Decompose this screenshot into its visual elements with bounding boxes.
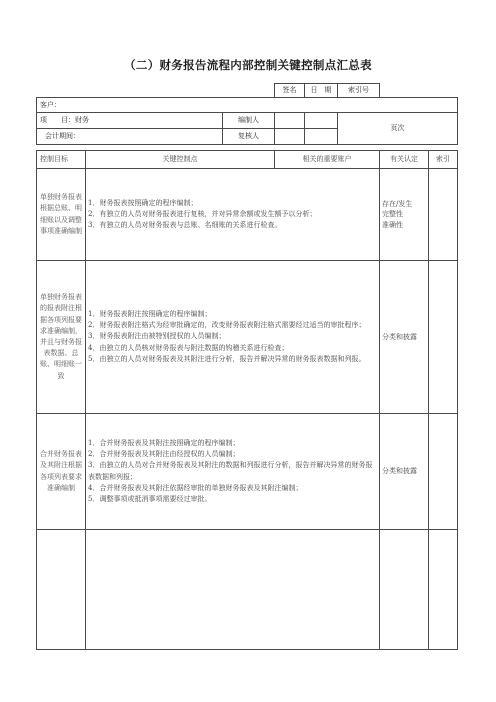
key-point: 2．合并财务报表及其附注由经授权的人员编制； <box>88 450 240 459</box>
assertions-cell <box>380 530 429 650</box>
assertion: 分类和披露 <box>382 467 418 476</box>
key-point: 3．财务报表附注由被特别授权的人员编制； <box>88 332 226 341</box>
reviewer-label: 复核人 <box>223 129 275 145</box>
objective-cell: 单独财务报表根据总账、明细账以及调整事项准确编制 <box>37 169 86 261</box>
key-point: 1．财务报表按照确定的程序编制； <box>88 198 198 207</box>
assertion: 存在/发生 <box>382 199 413 208</box>
key-point: 3．有独立的人员对财务报表与总账、名细账的关系进行检查。 <box>88 221 282 230</box>
assertion: 分类和披露 <box>382 332 418 341</box>
assertions-cell <box>380 169 429 261</box>
page-title: （二）财务报告流程内部控制关键控制点汇总表 <box>124 58 372 72</box>
client-row <box>37 98 458 113</box>
col-key-points: 关键控制点 <box>86 151 275 169</box>
key-point: 1．合并财务报表及其附注按照确定的程序编制； <box>88 438 240 447</box>
objective-cell: 单独财务报表的报表附注根据各项列报要求准确编制，并且与财务报表数据、总账、明细账一致 <box>37 261 86 414</box>
signature-header-row <box>37 84 458 98</box>
key-point: 3．由独立的人员对合并财务报表及其附注的数据和列报进行分析，报告并解决异常的财务报表数据和列报； <box>88 461 373 481</box>
index-cell <box>429 414 458 530</box>
column-header-row <box>37 151 458 169</box>
key-point: 4．由独立的人员核对财务报表与附注数据的钩稽关系进行检查； <box>88 343 289 352</box>
key-points-cell <box>86 261 380 414</box>
col-index: 索引 <box>429 151 458 169</box>
page-label: 页次 <box>338 113 458 145</box>
reviewer-date-cell <box>305 129 338 145</box>
col-assertions: 有关认定 <box>380 151 429 169</box>
control-summary-table <box>36 83 458 650</box>
assertions-cell <box>380 261 429 414</box>
index-no-label: 索引号 <box>338 84 380 98</box>
key-point: 5．调整事项或抵消事项需要经过审批。 <box>88 494 212 503</box>
index-cell <box>429 169 458 261</box>
index-cell <box>429 261 458 414</box>
client-label: 客户： <box>37 98 458 113</box>
objective-cell <box>37 530 86 650</box>
key-point: 4．合并财务报表及其附注依据经审批的单独财务报表及其附注编制； <box>88 483 303 492</box>
preparer-signature-cell <box>275 113 305 129</box>
table-row <box>37 261 458 414</box>
key-points-cell <box>86 530 380 650</box>
col-accounts: 相关的重要账户 <box>275 151 380 169</box>
index-cell <box>429 530 458 650</box>
assertion: 准确性 <box>382 220 404 229</box>
key-points-cell <box>86 169 380 261</box>
col-objective: 控制目标 <box>37 151 86 169</box>
table-row <box>37 169 458 261</box>
signature-label: 签名 <box>275 84 305 98</box>
table-row <box>37 530 458 650</box>
objective-cell: 合并财务报表及其附注根据各项列表要求准确编制 <box>37 414 86 530</box>
preparer-date-cell <box>305 113 338 129</box>
item-row <box>37 113 458 129</box>
date-label: 日 期 <box>305 84 338 98</box>
key-point: 2．有独立的人员对财务报表进行复核，并对异常余额或发生额予以分析； <box>88 209 317 218</box>
assertions-cell <box>380 414 429 530</box>
preparer-label: 编制人 <box>223 113 275 129</box>
key-point: 1．财务报表附注按照确定的程序编制； <box>88 310 212 319</box>
assertion: 完整性 <box>382 210 404 219</box>
item-label: 项 目：财务 <box>37 113 223 129</box>
key-points-cell <box>86 414 380 530</box>
key-point: 5．由独立的人员对财务报表及其附注进行分析，报告并解决异常的财务报表数据和列报。 <box>88 354 366 363</box>
table-row <box>37 414 458 530</box>
reviewer-signature-cell <box>275 129 305 145</box>
period-label: 会计期间： <box>37 129 223 145</box>
key-point: 2．财务报表附注格式为经审批确定的，改变财务报表附注格式需要经过适当的审批程序； <box>88 321 366 330</box>
